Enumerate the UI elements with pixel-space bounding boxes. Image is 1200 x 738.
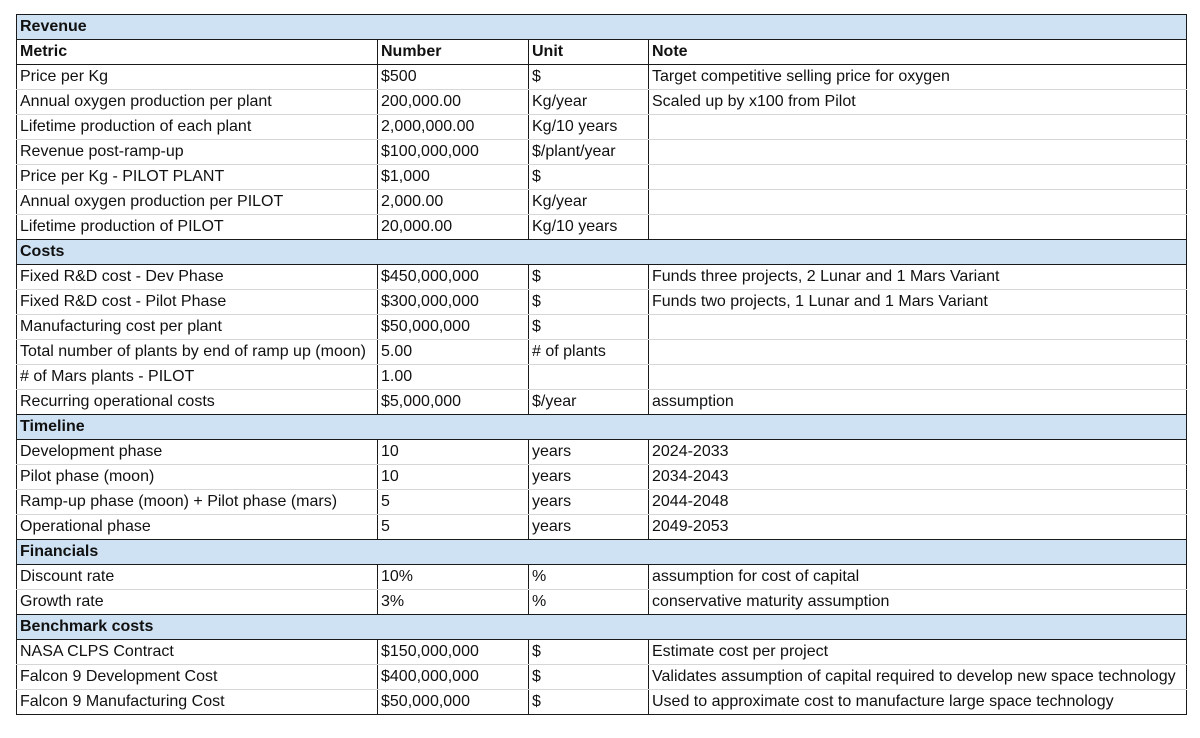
unit-cell[interactable]: Kg/10 years (529, 215, 649, 240)
number-cell[interactable]: 2,000.00 (378, 190, 529, 215)
note-cell[interactable]: Estimate cost per project (649, 640, 1187, 665)
note-cell[interactable] (649, 140, 1187, 165)
metric-cell[interactable]: Fixed R&D cost - Dev Phase (17, 265, 378, 290)
section-title[interactable]: Benchmark costs (17, 615, 1187, 640)
table-row (17, 215, 1187, 240)
unit-cell[interactable]: years (529, 515, 649, 540)
table-row (17, 340, 1187, 365)
unit-cell[interactable]: $ (529, 290, 649, 315)
metric-cell[interactable]: Operational phase (17, 515, 378, 540)
note-cell[interactable] (649, 190, 1187, 215)
number-cell[interactable]: $50,000,000 (378, 315, 529, 340)
number-cell[interactable]: 2,000,000.00 (378, 115, 529, 140)
note-cell[interactable]: assumption (649, 390, 1187, 415)
unit-cell[interactable]: $ (529, 640, 649, 665)
metric-cell[interactable]: Lifetime production of each plant (17, 115, 378, 140)
table-row (17, 290, 1187, 315)
section-title[interactable]: Timeline (17, 415, 1187, 440)
section-title[interactable]: Financials (17, 540, 1187, 565)
unit-cell[interactable]: years (529, 440, 649, 465)
unit-cell[interactable]: years (529, 490, 649, 515)
note-cell[interactable]: Funds three projects, 2 Lunar and 1 Mars Variant (649, 265, 1187, 290)
number-cell[interactable]: $150,000,000 (378, 640, 529, 665)
number-cell[interactable]: 5 (378, 515, 529, 540)
column-header-note[interactable]: Note (649, 40, 1187, 65)
metric-cell[interactable]: Fixed R&D cost - Pilot Phase (17, 290, 378, 315)
unit-cell[interactable]: $ (529, 315, 649, 340)
number-cell[interactable]: 5 (378, 490, 529, 515)
metric-cell[interactable]: Total number of plants by end of ramp up (moon) (17, 340, 378, 365)
section-row (17, 540, 1187, 565)
number-cell[interactable]: $5,000,000 (378, 390, 529, 415)
column-header-number[interactable]: Number (378, 40, 529, 65)
table-row (17, 365, 1187, 390)
number-cell[interactable]: $400,000,000 (378, 665, 529, 690)
note-cell[interactable] (649, 165, 1187, 190)
number-cell[interactable]: $100,000,000 (378, 140, 529, 165)
number-cell[interactable]: 5.00 (378, 340, 529, 365)
table-row (17, 640, 1187, 665)
column-header-metric[interactable]: Metric (17, 40, 378, 65)
note-cell[interactable] (649, 215, 1187, 240)
section-row (17, 240, 1187, 265)
table-row (17, 90, 1187, 115)
number-cell[interactable]: 10 (378, 465, 529, 490)
metric-cell[interactable]: Annual oxygen production per plant (17, 90, 378, 115)
metric-cell[interactable]: Lifetime production of PILOT (17, 215, 378, 240)
table-row (17, 590, 1187, 615)
metric-cell[interactable]: Recurring operational costs (17, 390, 378, 415)
number-cell[interactable]: 1.00 (378, 365, 529, 390)
note-cell[interactable] (649, 340, 1187, 365)
note-cell[interactable] (649, 115, 1187, 140)
note-cell[interactable]: assumption for cost of capital (649, 565, 1187, 590)
unit-cell[interactable]: Kg/year (529, 190, 649, 215)
metric-cell[interactable]: Falcon 9 Development Cost (17, 665, 378, 690)
unit-cell[interactable]: $ (529, 265, 649, 290)
metric-cell[interactable]: Pilot phase (moon) (17, 465, 378, 490)
metric-cell[interactable]: Ramp-up phase (moon) + Pilot phase (mars) (17, 490, 378, 515)
unit-cell[interactable]: years (529, 465, 649, 490)
number-cell[interactable]: $1,000 (378, 165, 529, 190)
metric-cell[interactable]: Falcon 9 Manufacturing Cost (17, 690, 378, 715)
unit-cell[interactable]: Kg/10 years (529, 115, 649, 140)
note-cell[interactable]: Validates assumption of capital required to develop new space technology (649, 665, 1187, 690)
unit-cell[interactable]: $ (529, 165, 649, 190)
metric-cell[interactable]: Growth rate (17, 590, 378, 615)
unit-cell[interactable]: Kg/year (529, 90, 649, 115)
section-title[interactable]: Revenue (17, 15, 1187, 40)
unit-cell[interactable]: % (529, 565, 649, 590)
table-row (17, 65, 1187, 90)
table-row (17, 515, 1187, 540)
note-cell[interactable]: Used to approximate cost to manufacture large space technology (649, 690, 1187, 715)
note-cell[interactable]: 2024-2033 (649, 440, 1187, 465)
unit-cell[interactable]: $ (529, 690, 649, 715)
note-cell[interactable]: Funds two projects, 1 Lunar and 1 Mars Variant (649, 290, 1187, 315)
unit-cell[interactable]: $/year (529, 390, 649, 415)
table-row (17, 565, 1187, 590)
table-row (17, 265, 1187, 290)
unit-cell[interactable]: $ (529, 665, 649, 690)
note-cell[interactable] (649, 315, 1187, 340)
number-cell[interactable]: $450,000,000 (378, 265, 529, 290)
table-row (17, 465, 1187, 490)
note-cell[interactable]: conservative maturity assumption (649, 590, 1187, 615)
metric-cell[interactable]: NASA CLPS Contract (17, 640, 378, 665)
number-cell[interactable]: 10% (378, 565, 529, 590)
unit-cell[interactable]: % (529, 590, 649, 615)
note-cell[interactable] (649, 365, 1187, 390)
note-cell[interactable]: 2034-2043 (649, 465, 1187, 490)
table-row (17, 165, 1187, 190)
metric-cell[interactable]: Revenue post-ramp-up (17, 140, 378, 165)
note-cell[interactable]: Target competitive selling price for oxygen (649, 65, 1187, 90)
table-row (17, 315, 1187, 340)
number-cell[interactable]: $50,000,000 (378, 690, 529, 715)
table-row (17, 690, 1187, 715)
metric-cell[interactable]: Price per Kg (17, 65, 378, 90)
unit-cell[interactable]: $/plant/year (529, 140, 649, 165)
unit-cell[interactable] (529, 365, 649, 390)
number-cell[interactable]: 3% (378, 590, 529, 615)
number-cell[interactable]: $500 (378, 65, 529, 90)
column-header-row (17, 40, 1187, 65)
number-cell[interactable]: 20,000.00 (378, 215, 529, 240)
note-cell[interactable]: 2049-2053 (649, 515, 1187, 540)
spreadsheet-table (16, 14, 1187, 715)
table-row (17, 440, 1187, 465)
table-row (17, 190, 1187, 215)
table-row (17, 390, 1187, 415)
note-cell[interactable]: Scaled up by x100 from Pilot (649, 90, 1187, 115)
table-row (17, 140, 1187, 165)
metric-cell[interactable]: Discount rate (17, 565, 378, 590)
number-cell[interactable]: 200,000.00 (378, 90, 529, 115)
table-row (17, 665, 1187, 690)
metric-cell[interactable]: Annual oxygen production per PILOT (17, 190, 378, 215)
column-header-unit[interactable]: Unit (529, 40, 649, 65)
unit-cell[interactable]: # of plants (529, 340, 649, 365)
section-row (17, 615, 1187, 640)
table-row (17, 490, 1187, 515)
metric-cell[interactable]: Manufacturing cost per plant (17, 315, 378, 340)
table-row (17, 115, 1187, 140)
note-cell[interactable]: 2044-2048 (649, 490, 1187, 515)
section-row (17, 415, 1187, 440)
metric-cell[interactable]: Price per Kg - PILOT PLANT (17, 165, 378, 190)
number-cell[interactable]: $300,000,000 (378, 290, 529, 315)
metric-cell[interactable]: Development phase (17, 440, 378, 465)
unit-cell[interactable]: $ (529, 65, 649, 90)
number-cell[interactable]: 10 (378, 440, 529, 465)
section-row (17, 15, 1187, 40)
section-title[interactable]: Costs (17, 240, 1187, 265)
metric-cell[interactable]: # of Mars plants - PILOT (17, 365, 378, 390)
